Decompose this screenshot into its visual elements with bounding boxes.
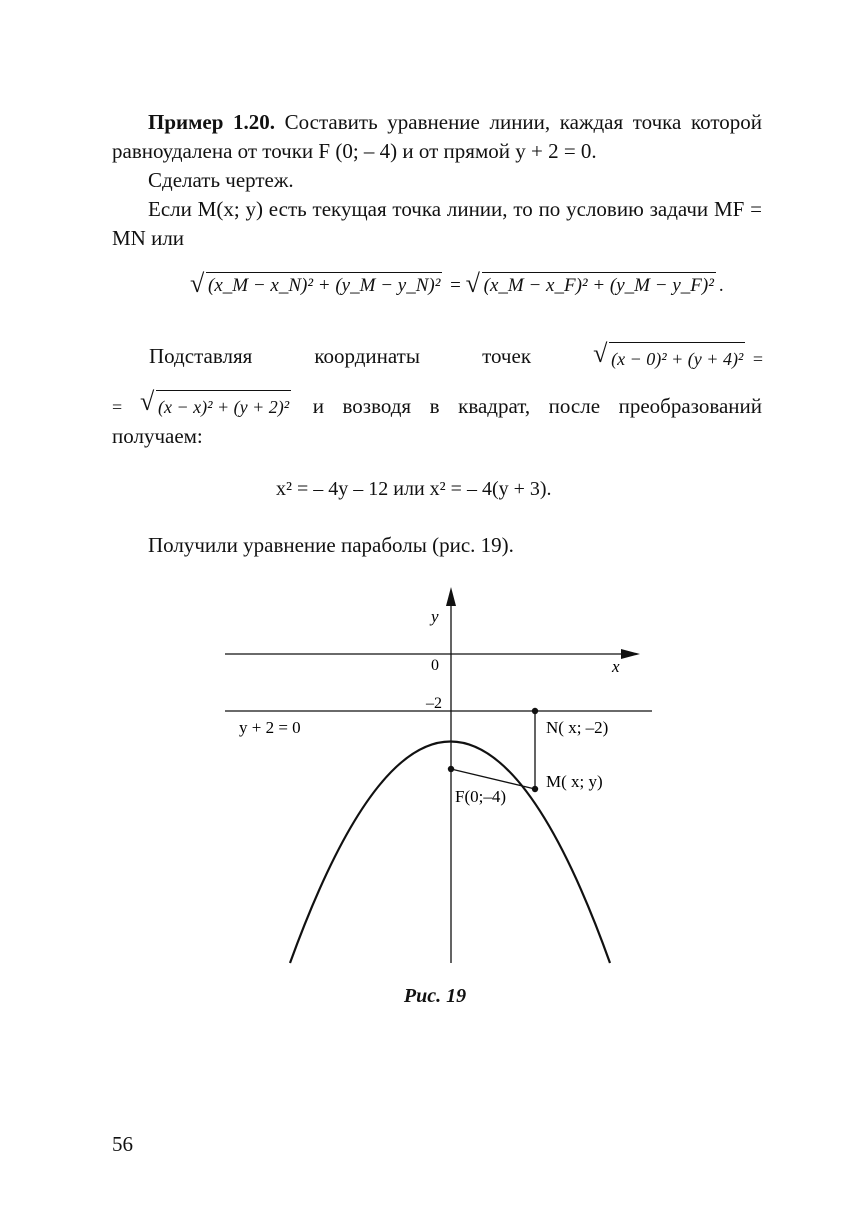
x-axis-arrow: [621, 649, 640, 659]
subst-rhs-formula: = √ (x − x)² + (y + 2)²: [112, 397, 294, 417]
page-number: 56: [112, 1132, 133, 1156]
point-n: [532, 708, 538, 714]
result-equation: x² = – 4y – 12 или x² = – 4(y + 3).: [276, 478, 552, 500]
y-axis-label: y: [431, 607, 439, 626]
example-statement: Составить уравнение линии, каждая точка которой равноудалена от точки F (0; – 4) и от прямой y + 2 = 0.: [112, 110, 762, 163]
x-axis-label: x: [612, 657, 620, 676]
tick-minus-two-label: –2: [426, 695, 442, 712]
conclusion-paragraph: Получили уравнение параболы (рис. 19).: [148, 533, 514, 557]
point-f-label: F(0;–4): [455, 787, 506, 806]
word-koordinaty: координаты: [314, 344, 420, 368]
distance-equation: √ (x_M − x_N)² + (y_M − y_N)² = √ (x_M − x_F)² + (y_M − y_F)² .: [190, 272, 724, 297]
point-n-label: N( x; –2): [546, 718, 609, 737]
point-f: [448, 766, 454, 772]
directrix-label: y + 2 = 0: [239, 718, 301, 737]
after-subst-text: и возводя в квадрат, после преобразований получаем:: [112, 394, 763, 448]
task-paragraph: Сделать чертеж.: [148, 168, 294, 192]
subst-lhs-formula: √ (x − 0)² + (y + 4)² =: [593, 342, 763, 374]
example-title: Пример 1.20.: [148, 110, 276, 134]
origin-label: 0: [431, 657, 439, 674]
subst-rhs: (x − x)² + (y + 2)²: [157, 397, 290, 417]
point-m-label: M( x; y): [546, 772, 603, 791]
word-tochek: точек: [482, 344, 532, 368]
distance-lhs: (x_M − x_N)² + (y_M − y_N)²: [208, 275, 441, 296]
segment-mf: [451, 769, 535, 789]
point-m: [532, 786, 538, 792]
distance-rhs: (x_M − x_F)² + (y_M − y_F)²: [483, 275, 714, 296]
word-podstavlyaya: Подставляя: [149, 344, 253, 368]
subst-lhs: (x − 0)² + (y + 4)²: [611, 349, 744, 369]
condition-paragraph: Если M(x; y) есть текущая точка линии, то по условию задачи MF = MN или: [112, 197, 762, 250]
y-axis-arrow: [446, 587, 456, 606]
figure-caption: Рис. 19: [403, 985, 467, 1007]
